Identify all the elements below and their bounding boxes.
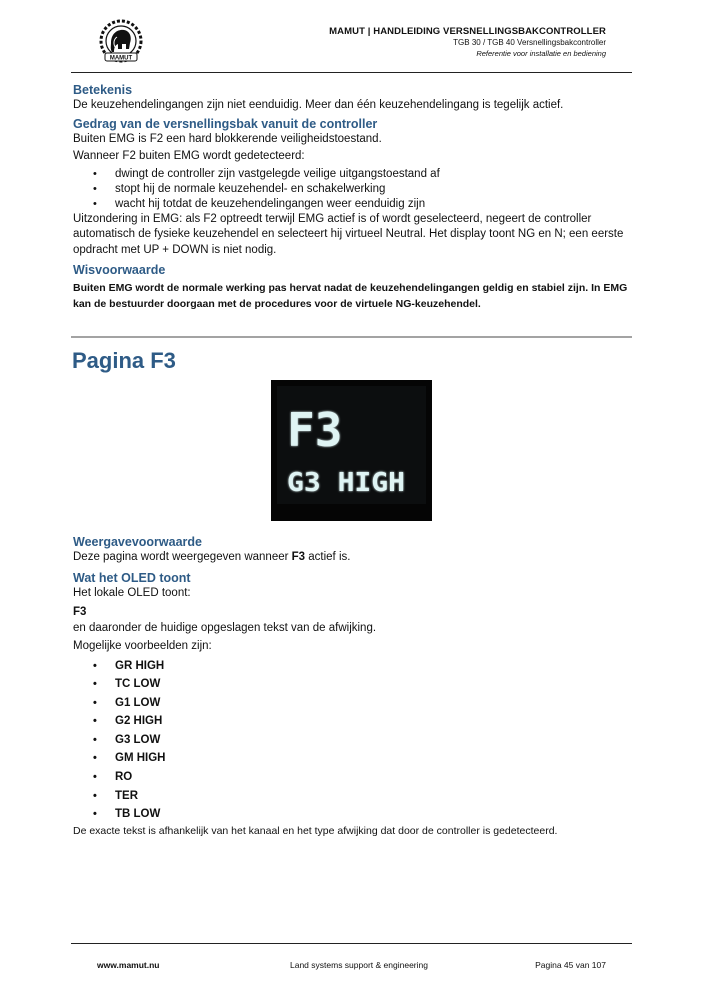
footer-website: www.mamut.nu <box>97 960 160 970</box>
heading-gedrag: Gedrag van de versnellingsbak vanuit de controller <box>73 116 378 131</box>
list-item: • dwingt de controller zijn vastgelegde veilige uitgangstoestand af <box>115 167 629 182</box>
footer-page-number: Pagina 45 van 107 <box>535 960 606 970</box>
weergave-text: Deze pagina wordt weergegeven wanneer F3 actief is. <box>73 551 351 563</box>
gedrag-line-1: Buiten EMG is F2 een hard blokkerende veiligheidstoestand. <box>73 132 382 145</box>
oled-line-2: G3 HIGH <box>287 468 405 498</box>
examples-intro: Mogelijke voorbeelden zijn: <box>73 640 212 652</box>
oled-intro: Het lokale OLED toont: <box>73 586 191 599</box>
emg-exception-text: Uitzondering in EMG: als F2 optreedt terwijl EMG actief is of wordt geselecteerd, negeert de controller automatisch de fysieke keuzehendel en selecteert hij virtueel Neutral. Het display toont NG en N; een eerste opdracht met UP + DOWN is niet nodig. <box>73 212 624 256</box>
weergave-code: F3 <box>291 551 306 563</box>
heading-wisvoorwaarde: Wisvoorwaarde <box>73 263 166 277</box>
list-item: • G3 LOW <box>115 731 629 750</box>
list-item: • TER <box>115 787 629 806</box>
header-title: MAMUT | HANDLEIDING VERSNELLINGSBAKCONTROLLER <box>329 26 606 37</box>
list-item: • TB LOW <box>115 805 629 824</box>
betekenis-text: De keuzehendelingangen zijn niet eenduidig. Meer dan één keuzehendelingang is tegelijk actief. <box>73 99 564 111</box>
heading-betekenis: Betekenis <box>73 83 133 97</box>
page-title: Pagina F3 <box>72 348 176 373</box>
section-f3 <box>73 534 629 838</box>
header-subtitle: TGB 30 / TGB 40 Versnellingsbakcontroller <box>453 38 606 47</box>
oled-code: F3 <box>73 606 87 618</box>
wisvoorwaarde-text: Buiten EMG wordt de normale werking pas hervat nadat de keuzehendelingangen geldig en stabiel zijn. In EMG kan de bestuurder doorgaan met de procedures voor de virtuele NG-keuzehendel. <box>73 282 628 310</box>
page-header <box>329 26 606 59</box>
oled-below-text: en daaronder de huidige opgeslagen tekst van de afwijking. <box>73 621 377 634</box>
oled-display-image <box>271 380 432 521</box>
gedrag-bullet-list <box>73 167 629 212</box>
list-item: • RO <box>115 768 629 787</box>
logo-text: MAMUT <box>109 55 133 62</box>
section-f2-continued <box>73 82 629 312</box>
examples-note: De exacte tekst is afhankelijk van het kanaal en het type afwijking dat door de controller is gedetecteerd. <box>73 824 558 837</box>
heading-weergavevoorwaarde: Weergavevoorwaarde <box>73 535 202 549</box>
gedrag-line-2: Wanneer F2 buiten EMG wordt gedetecteerd: <box>73 150 305 162</box>
list-item: • GM HIGH <box>115 749 629 768</box>
footer-tagline: Land systems support & engineering <box>290 960 428 970</box>
list-item: • stopt hij de normale keuzehendel- en schakelwerking <box>115 182 629 197</box>
list-item: • wacht hij totdat de keuzehendelingangen weer eenduidig zijn <box>115 197 629 212</box>
oled-line-1: F3 <box>287 403 343 457</box>
list-item: • TC LOW <box>115 675 629 694</box>
header-italic-note: Referentie voor installatie en bediening <box>476 49 606 58</box>
header-rule <box>71 72 632 73</box>
list-item: • G2 HIGH <box>115 712 629 731</box>
footer-rule <box>71 943 632 944</box>
heading-wat-het-oled-toont: Wat het OLED toont <box>73 570 191 585</box>
examples-list <box>73 657 629 824</box>
list-item: • GR HIGH <box>115 657 629 676</box>
section-divider <box>71 336 632 338</box>
mamut-logo <box>96 19 146 65</box>
list-item: • G1 LOW <box>115 694 629 713</box>
